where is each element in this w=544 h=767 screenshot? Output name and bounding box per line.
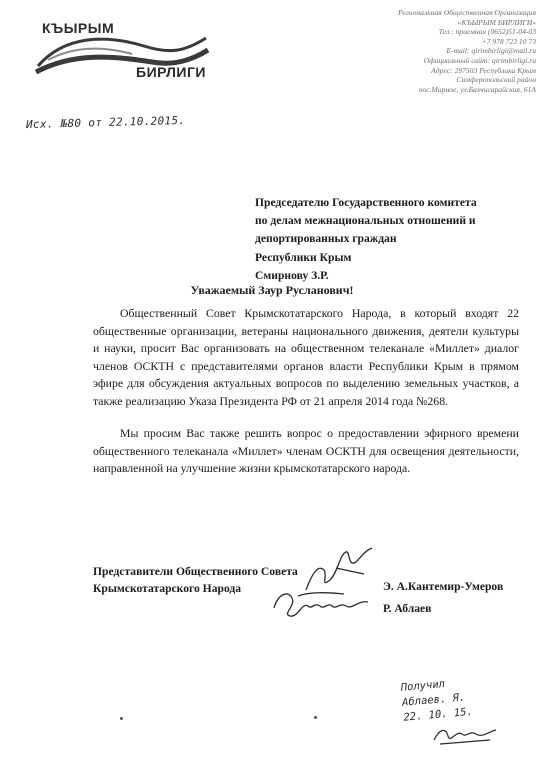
organization-info	[336, 8, 536, 94]
addressee-block	[255, 194, 477, 285]
org-info-line: Официальный сайт: qirimbirligi.ru	[423, 55, 536, 65]
signer-name: Р. Аблаев	[383, 602, 432, 615]
scan-mark	[120, 717, 123, 720]
received-note-line: Аблаев. Я.	[401, 691, 466, 709]
body-paragraph: Мы просим Вас также решить вопрос о предоставлении эфирного времени общественного телеканала «Миллет» членам ОСКТН для освещения деятельности, направленной на улучшение жизни крымскотатарского народа.	[93, 426, 519, 475]
logo-bottom-text: БИРЛИГИ	[136, 64, 206, 80]
org-info-line: пос.Мирное, ул.Бахчисарайская, 61А	[418, 84, 536, 94]
signer-name: Э. А.Кантемир-Умеров	[383, 580, 504, 593]
signature-icon	[268, 584, 378, 624]
letter-body	[93, 305, 519, 478]
scan-mark	[314, 716, 317, 719]
signers-list	[383, 576, 503, 620]
signature-block-line: Крымскотатарского Народа	[93, 582, 242, 595]
addressee-line: Председателю Государственного комитета	[255, 196, 477, 209]
org-info-line: Региональная Общественная Организация	[398, 8, 536, 17]
org-info-line: E-mail: qirimbirligi@mail.ru	[446, 46, 536, 56]
org-info-line: +7 978 723 10 73	[481, 36, 536, 46]
body-paragraph: Общественный Совет Крымскотатарского Народа, в который входят 22 общественные организации, ветераны национального движения, деятели культуры и науки, просит Вас организовать на общественном телеканале «Миллет» диалог членов ОСКТН с представителями органов власти Республики Крым в прямом эфире для обсуждения актуальных вопросов по выделению земельных участков, а также реализацию Указа Президента РФ от 21 апреля 2014 года №268.	[93, 306, 519, 408]
org-info-line: «КЪЫРЫМ БИРЛИГИ»	[457, 17, 536, 27]
org-info-line: Адрес: 297503 Республика Крым	[431, 65, 536, 75]
signature-icon	[430, 722, 500, 748]
received-note	[400, 671, 514, 725]
logo-top-text: КЪЫРЫМ	[42, 20, 115, 36]
received-note-line: 22. 10. 15.	[402, 705, 474, 724]
org-info-line: Симферопольский район	[456, 75, 536, 85]
addressee-line: Республики Крым	[255, 250, 352, 264]
registration-number: Исх. №80 от 22.10.2015.	[25, 113, 186, 132]
signature-block-line: Представители Общественного Совета	[93, 565, 298, 578]
addressee-line: Смирнову З.Р.	[255, 268, 329, 282]
org-info-line: Тел.: приемная (0652)51-04-03	[438, 27, 536, 37]
organization-logo	[34, 16, 210, 86]
addressee-line: по делам межнациональных отношений и	[255, 214, 476, 228]
salutation: Уважаемый Заур Русланович!	[190, 283, 354, 297]
received-note-line: Получил	[400, 678, 446, 694]
addressee-line: депортированных граждан	[255, 232, 397, 246]
